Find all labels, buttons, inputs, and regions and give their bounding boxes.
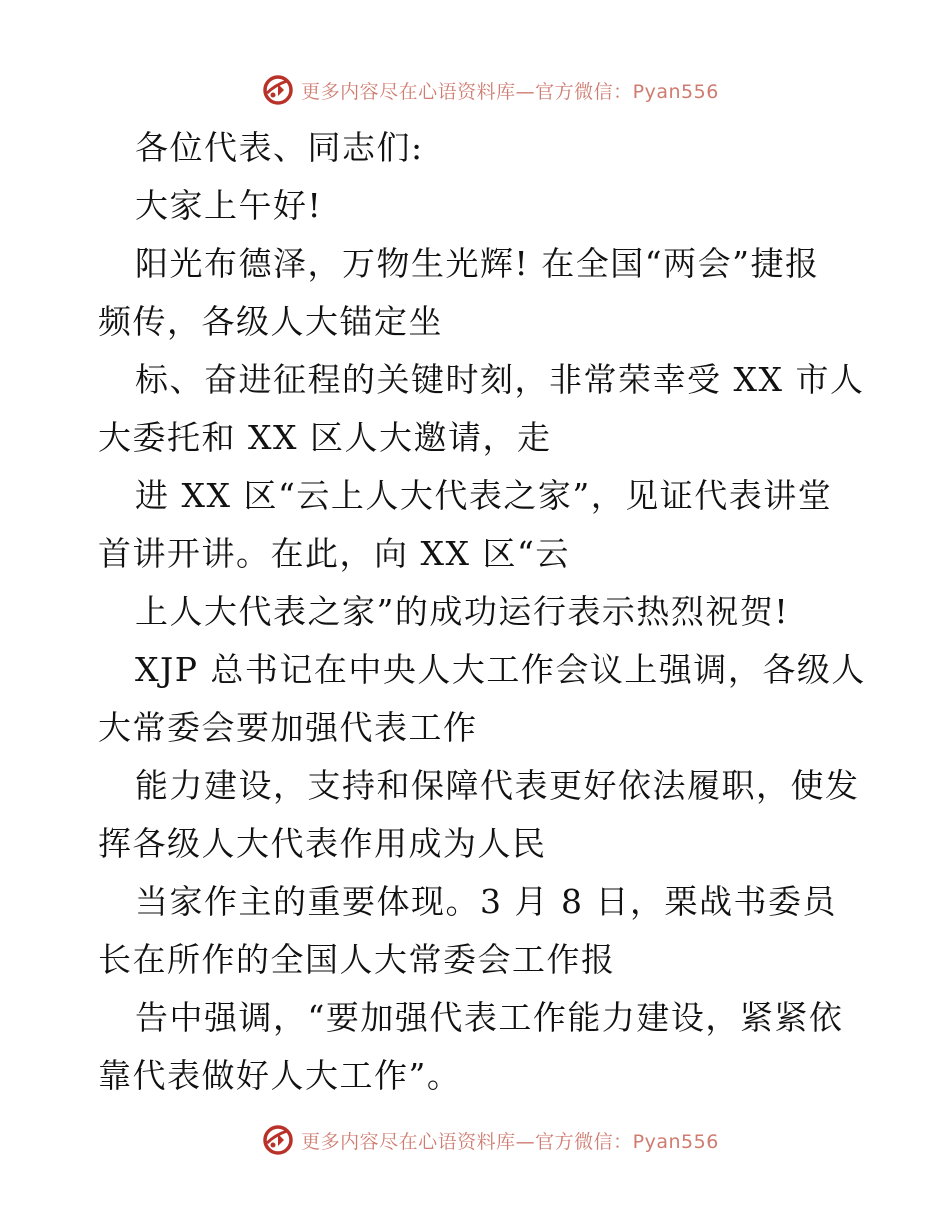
paragraph-line: 大家上午好! [135,186,323,225]
paragraph-line: 大常委会要加强代表工作 [98,708,478,747]
watermark-banner-bottom [0,1120,950,1160]
paragraph-line: 长在所作的全国人大常委会工作报 [98,940,616,979]
paragraph-line: 能力建设，支持和保障代表更好依法履职，使发 [135,766,860,805]
paragraph-line: 靠代表做好人大工作”。 [98,1056,462,1095]
logo-icon [261,1123,295,1157]
paragraph-line: 阳光布德泽，万物生光辉! 在全国“两会”捷报 [135,244,820,283]
paragraph-line: 告中强调，“要加强代表工作能力建设，紧紧依 [135,998,844,1037]
watermark-text: 更多内容尽在心语资料库—官方微信：Pyan556 [301,1130,719,1153]
paragraph-line: 上人大代表之家”的成功运行表示热烈祝贺! [135,592,790,631]
paragraph-line: 频传，各级人大锚定坐 [98,302,443,341]
paragraph-line: XJP 总书记在中央人大工作会议上强调，各级人 [135,650,866,689]
paragraph-line: 进 XX 区“云上人大代表之家”，见证代表讲堂 [135,476,833,515]
logo-icon [261,73,295,107]
paragraph-line: 大委托和 XX 区人大邀请，走 [98,418,552,457]
paragraph-line: 首讲开讲。在此，向 XX 区“云 [98,534,570,573]
watermark-banner-top [0,70,950,110]
paragraph-line: 各位代表、同志们: [135,128,424,167]
paragraph-line: 标、奋进征程的关键时刻，非常荣幸受 XX 市人 [135,360,865,399]
watermark-text: 更多内容尽在心语资料库—官方微信：Pyan556 [301,80,719,103]
paragraph-line: 挥各级人大代表作用成为人民 [98,824,547,863]
paragraph-line: 当家作主的重要体现。3 月 8 日，栗战书委员 [135,882,837,921]
